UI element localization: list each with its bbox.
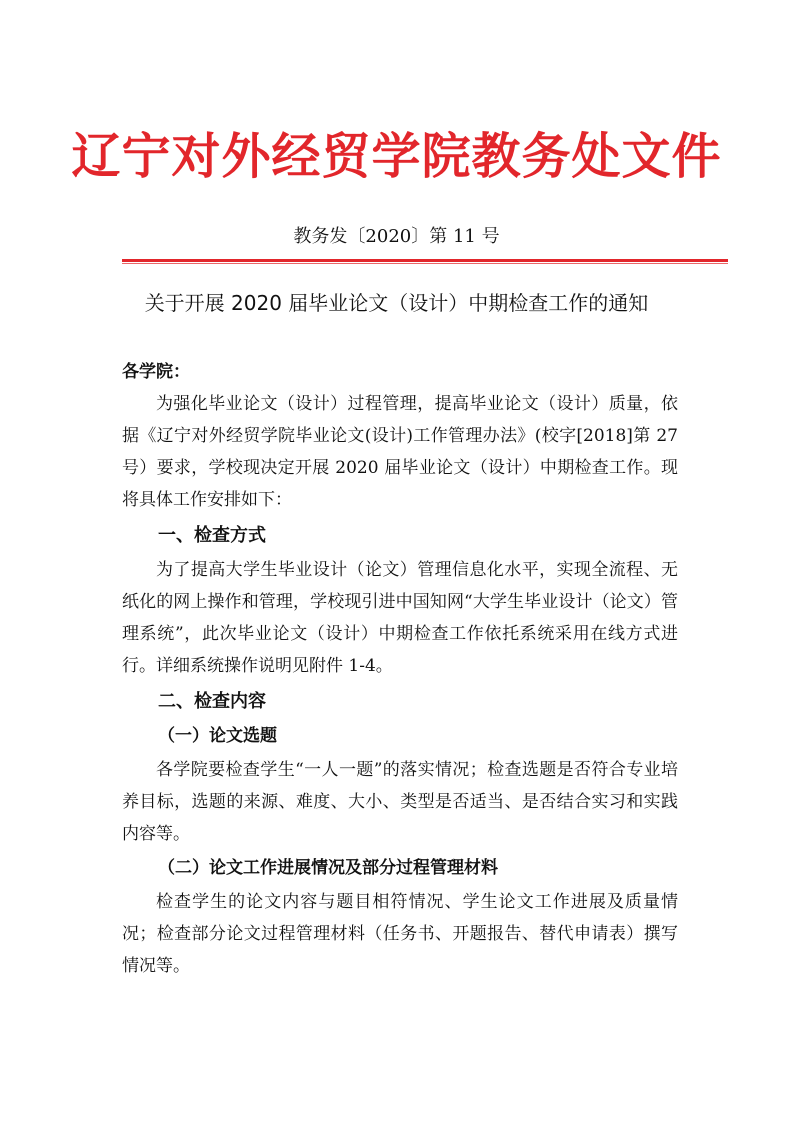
section-heading-content: 二、检查内容 <box>158 691 266 712</box>
notice-title: 关于开展 2020 届毕业论文（设计）中期检查工作的通知 <box>144 291 649 315</box>
notice-body <box>122 356 678 982</box>
document-number: 教务发〔2020〕第 11 号 <box>293 226 500 247</box>
red-divider-thin <box>122 263 728 264</box>
red-divider <box>122 259 728 262</box>
subsection-heading-topic: （一）论文选题 <box>158 726 277 746</box>
section-paragraph-method: 为了提高大学生毕业设计（论文）管理信息化水平，实现全流程、无纸化的网上操作和管理，学校现引进中国知网“大学生毕业设计（论文）管理系统”，此次毕业论文（设计）中期检查工作依托系统采用在线方式进行。详细系统操作说明见附件 1-4。 <box>122 560 678 676</box>
document-banner: 辽宁对外经贸学院教务处文件 <box>71 127 722 185</box>
section-heading-method: 一、检查方式 <box>158 525 266 546</box>
subsection-paragraph-progress: 检查学生的论文内容与题目相符情况、学生论文工作进展及质量情况；检查部分论文过程管理材料（任务书、开题报告、替代申请表）撰写情况等。 <box>122 892 678 976</box>
salutation: 各学院： <box>122 362 190 382</box>
subsection-heading-progress: （二）论文工作进展情况及部分过程管理材料 <box>158 858 498 878</box>
intro-paragraph: 为强化毕业论文（设计）过程管理，提高毕业论文（设计）质量，依据《辽宁对外经贸学院毕业论文(设计)工作管理办法》(校字[2018]第 27 号）要求，学校现决定开展 2020 届毕业论文（设计）中期检查工作。现将具体工作安排如下： <box>122 394 678 510</box>
subsection-paragraph-topic: 各学院要检查学生“一人一题”的落实情况；检查选题是否符合专业培养目标，选题的来源、难度、大小、类型是否适当、是否结合实习和实践内容等。 <box>122 760 678 844</box>
